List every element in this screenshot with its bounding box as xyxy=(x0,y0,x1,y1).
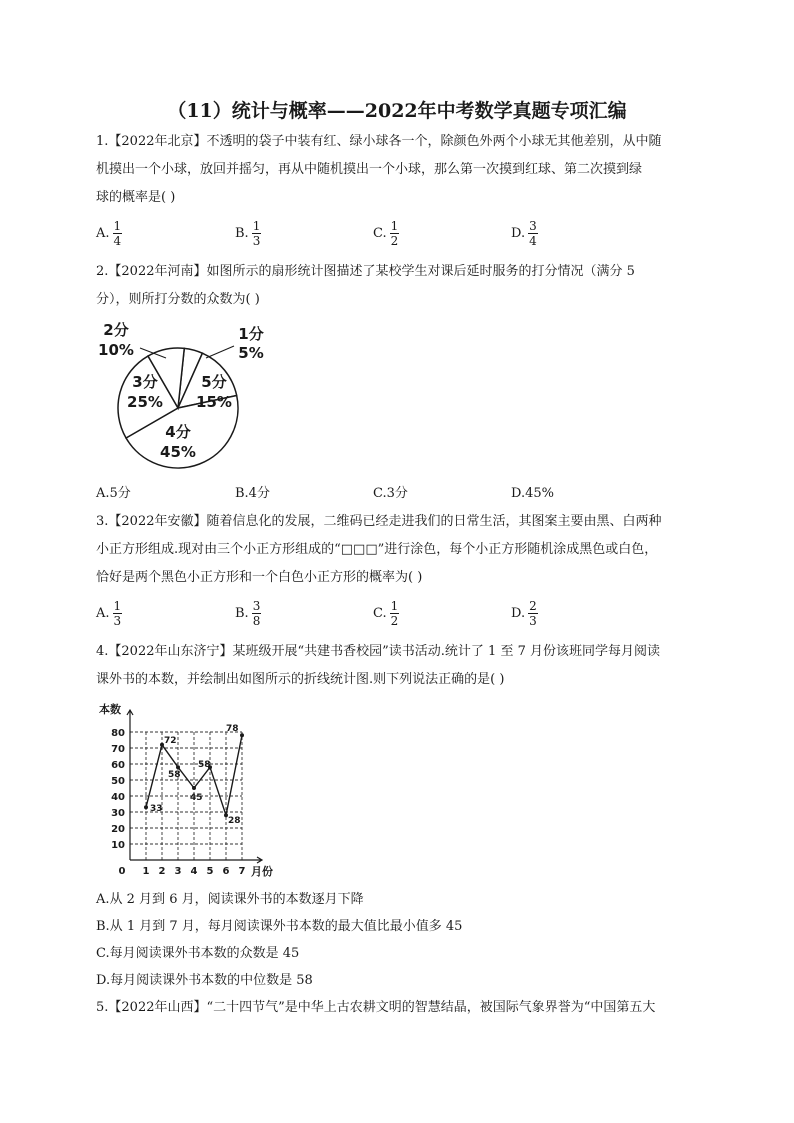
numerator: 1 xyxy=(390,599,399,613)
q4-option-a: A.从 2 月到 6 月，阅读课外书的本数逐月下降 xyxy=(96,892,364,907)
option-letter: B. xyxy=(235,606,249,621)
q1-option-d xyxy=(511,219,538,248)
option-letter: D. xyxy=(511,606,526,621)
pie-pct-1fen: 5% xyxy=(238,344,264,362)
q3-text-line-1: 3.【2022年安徽】随着信息化的发展，二维码已经走进我们的日常生活，其图案主要由黑、白两种 xyxy=(96,514,662,529)
y-axis xyxy=(127,710,133,860)
denominator: 3 xyxy=(252,234,261,248)
q3-option-c xyxy=(373,599,399,628)
fraction xyxy=(113,219,123,248)
numerator: 3 xyxy=(252,599,261,613)
q3-option-a xyxy=(96,599,122,628)
q1-option-a xyxy=(96,219,122,248)
q1-text-line-3: 球的概率是( ) xyxy=(96,190,176,205)
numerator: 1 xyxy=(390,219,399,233)
numerator: 1 xyxy=(113,599,122,613)
pie-chart xyxy=(94,318,284,470)
denominator: 3 xyxy=(113,614,122,628)
pie-label-5fen: 5分 xyxy=(201,373,227,391)
x-tick-label: 2 xyxy=(158,866,166,877)
x-tick-label: 1 xyxy=(142,866,150,877)
option-letter: C. xyxy=(373,226,387,241)
line-chart xyxy=(94,698,294,880)
numerator: 1 xyxy=(113,219,122,233)
pie-pct-5fen: 15% xyxy=(196,393,232,411)
denominator: 4 xyxy=(113,234,122,248)
denominator: 8 xyxy=(252,614,261,628)
y-tick-label: 30 xyxy=(111,808,125,819)
y-axis-label: 本数 xyxy=(99,703,121,716)
option-letter: A. xyxy=(96,606,110,621)
pie-pct-3fen: 25% xyxy=(127,393,163,411)
x-tick-label: 4 xyxy=(190,866,198,877)
fraction xyxy=(252,599,262,628)
q3-text-line-2: 小正方形组成.现对由三个小正方形组成的“□□□”进行涂色，每个小正方形随机涂成黑色或白色， xyxy=(96,542,658,557)
data-label: 33 xyxy=(150,804,163,815)
fraction xyxy=(528,599,538,628)
numerator: 2 xyxy=(529,599,537,613)
q1-option-c xyxy=(373,219,399,248)
q3-text-line-3: 恰好是两个黑色小正方形和一个白色小正方形的概率为( ) xyxy=(96,570,423,585)
x-tick-label: 7 xyxy=(238,866,246,877)
pie-label-2fen: 2分 xyxy=(103,321,129,339)
y-tick-label: 40 xyxy=(111,792,125,803)
option-letter: D. xyxy=(511,226,526,241)
numerator: 1 xyxy=(252,219,261,233)
data-point xyxy=(240,733,244,737)
denominator: 2 xyxy=(390,234,399,248)
q4-option-c: C.每月阅读课外书本数的众数是 45 xyxy=(96,946,300,961)
data-point xyxy=(176,765,180,769)
option-letter: A. xyxy=(96,226,110,241)
option-letter: B. xyxy=(235,226,249,241)
q4-text-line-1: 4.【2022年山东济宁】某班级开展“共建书香校园”读书活动.统计了 1 至 7 月份该班同学每月阅读 xyxy=(96,644,660,659)
x-axis-label: 月份 xyxy=(251,865,273,878)
data-point xyxy=(192,786,196,790)
data-label: 45 xyxy=(190,793,203,803)
y-tick-label: 50 xyxy=(111,776,125,787)
y-tick-label: 70 xyxy=(111,744,125,755)
y-tick-label: 80 xyxy=(111,728,125,739)
pie-pct-4fen: 45% xyxy=(160,443,196,461)
line-chart-grid xyxy=(130,732,242,860)
y-tick-label: 60 xyxy=(111,760,125,771)
page-title: （11）统计与概率——2022年中考数学真题专项汇编 xyxy=(167,100,627,122)
denominator: 3 xyxy=(529,614,537,628)
fraction xyxy=(390,219,400,248)
q2-option-c: C.3分 xyxy=(373,486,408,501)
q2-option-d: D.45% xyxy=(511,486,554,501)
fraction xyxy=(113,599,123,628)
data-label: 78 xyxy=(226,724,239,735)
q4-option-b: B.从 1 月到 7 月，每月阅读课外书本数的最大值比最小值多 45 xyxy=(96,919,463,934)
x-tick-label: 6 xyxy=(222,866,230,877)
q3-option-b xyxy=(235,599,261,628)
q1-text-line-1: 1.【2022年北京】不透明的袋子中装有红、绿小球各一个，除颜色外两个小球无其他差别，从中随 xyxy=(96,134,662,149)
leader-line-1fen xyxy=(206,346,234,358)
q2-option-a: A.5分 xyxy=(96,486,131,501)
data-point xyxy=(144,805,148,809)
q4-option-d: D.每月阅读课外书本数的中位数是 58 xyxy=(96,973,313,988)
fraction xyxy=(528,219,538,248)
data-label: 28 xyxy=(228,816,241,827)
x-tick-label: 5 xyxy=(206,866,214,877)
q1-option-b xyxy=(235,219,261,248)
x-tick-label: 0 xyxy=(118,866,126,877)
pie-pct-2fen: 10% xyxy=(98,341,134,359)
q3-option-d xyxy=(511,599,538,628)
pie-label-1fen: 1分 xyxy=(238,325,264,343)
q4-text-line-2: 课外书的本数，并绘制出如图所示的折线统计图.则下列说法正确的是( ) xyxy=(96,672,505,687)
q5-text-line-1: 5.【2022年山西】“二十四节气”是中华上古农耕文明的智慧结晶，被国际气象界誉为“中国第五大 xyxy=(96,1000,656,1015)
option-letter: C. xyxy=(373,606,387,621)
pie-label-3fen: 3分 xyxy=(132,373,158,391)
data-label: 72 xyxy=(164,735,177,746)
pie-label-4fen: 4分 xyxy=(165,423,191,441)
data-label: 58 xyxy=(198,760,211,771)
q2-text-line-2: 分），则所打分数的众数为( ) xyxy=(96,292,260,307)
q2-option-b: B.4分 xyxy=(235,486,270,501)
x-tick-label: 3 xyxy=(174,866,182,877)
q1-text-line-2: 机摸出一个小球，放回并摇匀，再从中随机摸出一个小球，那么第一次摸到红球、第二次摸到绿 xyxy=(96,162,643,177)
numerator: 3 xyxy=(529,219,537,233)
fraction xyxy=(390,599,400,628)
denominator: 2 xyxy=(390,614,399,628)
denominator: 4 xyxy=(529,234,537,248)
q2-text-line-1: 2.【2022年河南】如图所示的扇形统计图描述了某校学生对课后延时服务的打分情况（满分 5 xyxy=(96,264,635,279)
fraction xyxy=(252,219,262,248)
data-label: 58 xyxy=(168,770,181,781)
y-tick-label: 10 xyxy=(111,840,125,851)
y-tick-label: 20 xyxy=(111,824,125,835)
